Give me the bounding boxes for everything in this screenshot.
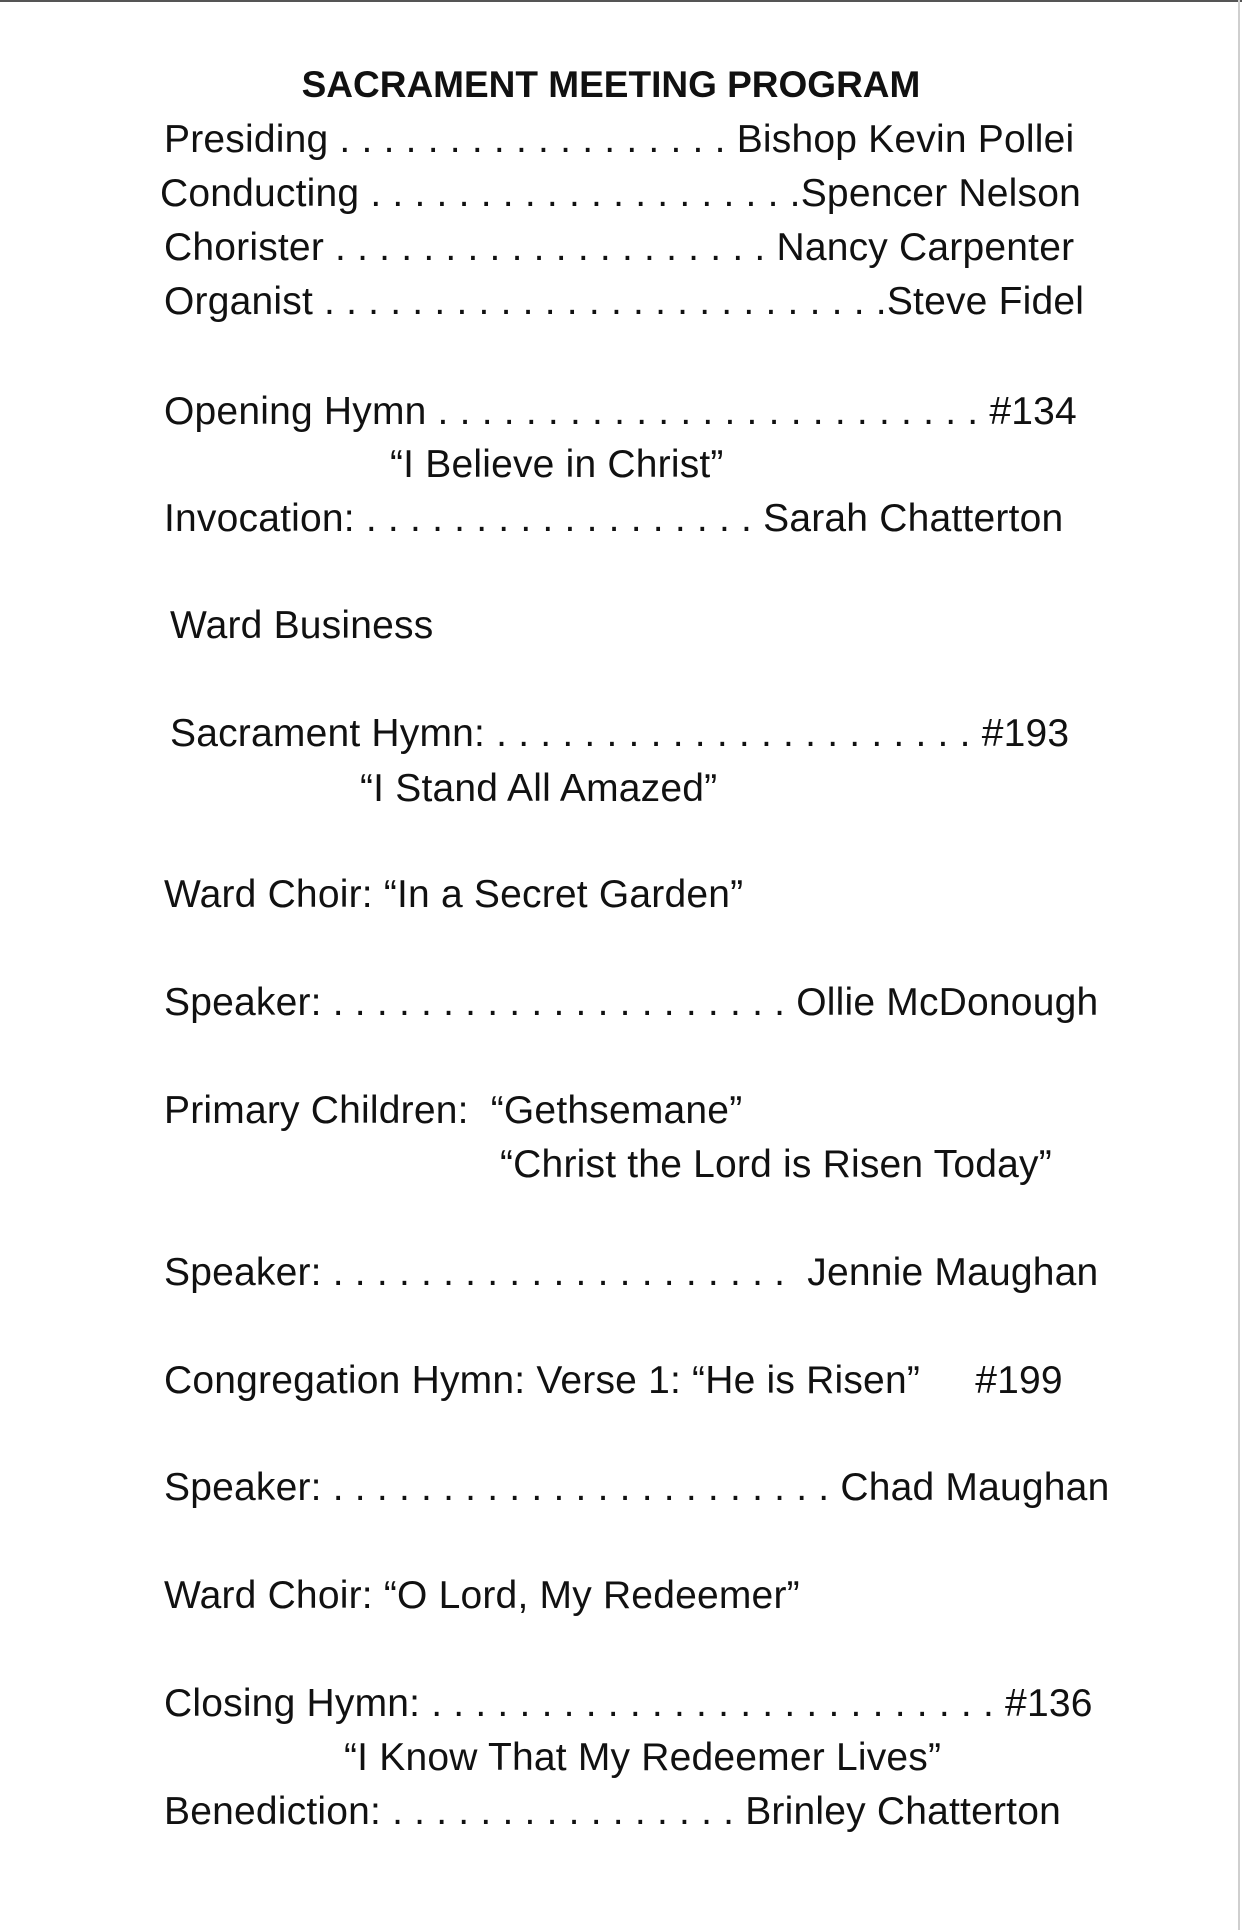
invocation-line: Invocation: . . . . . . . . . . . . . . . . . . Sarah Chatterton bbox=[164, 497, 1064, 540]
ward-choir-line-2: Ward Choir: “O Lord, My Redeemer” bbox=[164, 1574, 800, 1617]
benediction-line: Benediction: . . . . . . . . . . . . . . . . Brinley Chatterton bbox=[164, 1790, 1061, 1833]
opening-hymn-line: Opening Hymn . . . . . . . . . . . . . . . . . . . . . . . . . #134 bbox=[164, 390, 1077, 433]
closing-hymn-title: “I Know That My Redeemer Lives” bbox=[344, 1736, 942, 1779]
speaker-line-2: Speaker: . . . . . . . . . . . . . . . . . . . . . Jennie Maughan bbox=[164, 1251, 1099, 1294]
page-title: SACRAMENT MEETING PROGRAM bbox=[301, 64, 921, 105]
primary-children-line: Primary Children: “Gethsemane” bbox=[164, 1089, 743, 1132]
speaker-line-1: Speaker: . . . . . . . . . . . . . . . . . . . . . Ollie McDonough bbox=[164, 981, 1099, 1024]
primary-children-line-2: “Christ the Lord is Risen Today” bbox=[500, 1143, 1052, 1186]
sacrament-hymn-title: “I Stand All Amazed” bbox=[360, 767, 718, 810]
ward-choir-line-1: Ward Choir: “In a Secret Garden” bbox=[164, 873, 744, 916]
speaker-line-3: Speaker: . . . . . . . . . . . . . . . . . . . . . . . Chad Maughan bbox=[164, 1466, 1110, 1509]
chorister-line: Chorister . . . . . . . . . . . . . . . . . . . . Nancy Carpenter bbox=[164, 226, 1075, 269]
conducting-line: Conducting . . . . . . . . . . . . . . . . . . . .Spencer Nelson bbox=[160, 172, 1082, 215]
top-border bbox=[0, 0, 1242, 2]
congregation-hymn-line: Congregation Hymn: Verse 1: “He is Risen” #199 bbox=[164, 1359, 1063, 1402]
presiding-line: Presiding . . . . . . . . . . . . . . . . . . Bishop Kevin Pollei bbox=[164, 118, 1075, 161]
opening-hymn-title: “I Believe in Christ” bbox=[390, 443, 724, 486]
organist-line: Organist . . . . . . . . . . . . . . . . . . . . . . . . . .Steve Fidel bbox=[164, 280, 1085, 323]
closing-hymn-line: Closing Hymn: . . . . . . . . . . . . . . . . . . . . . . . . . . #136 bbox=[164, 1682, 1093, 1725]
ward-business-line: Ward Business bbox=[170, 604, 434, 647]
sacrament-hymn-line: Sacrament Hymn: . . . . . . . . . . . . . . . . . . . . . . #193 bbox=[170, 712, 1070, 755]
right-border bbox=[1238, 0, 1240, 1930]
